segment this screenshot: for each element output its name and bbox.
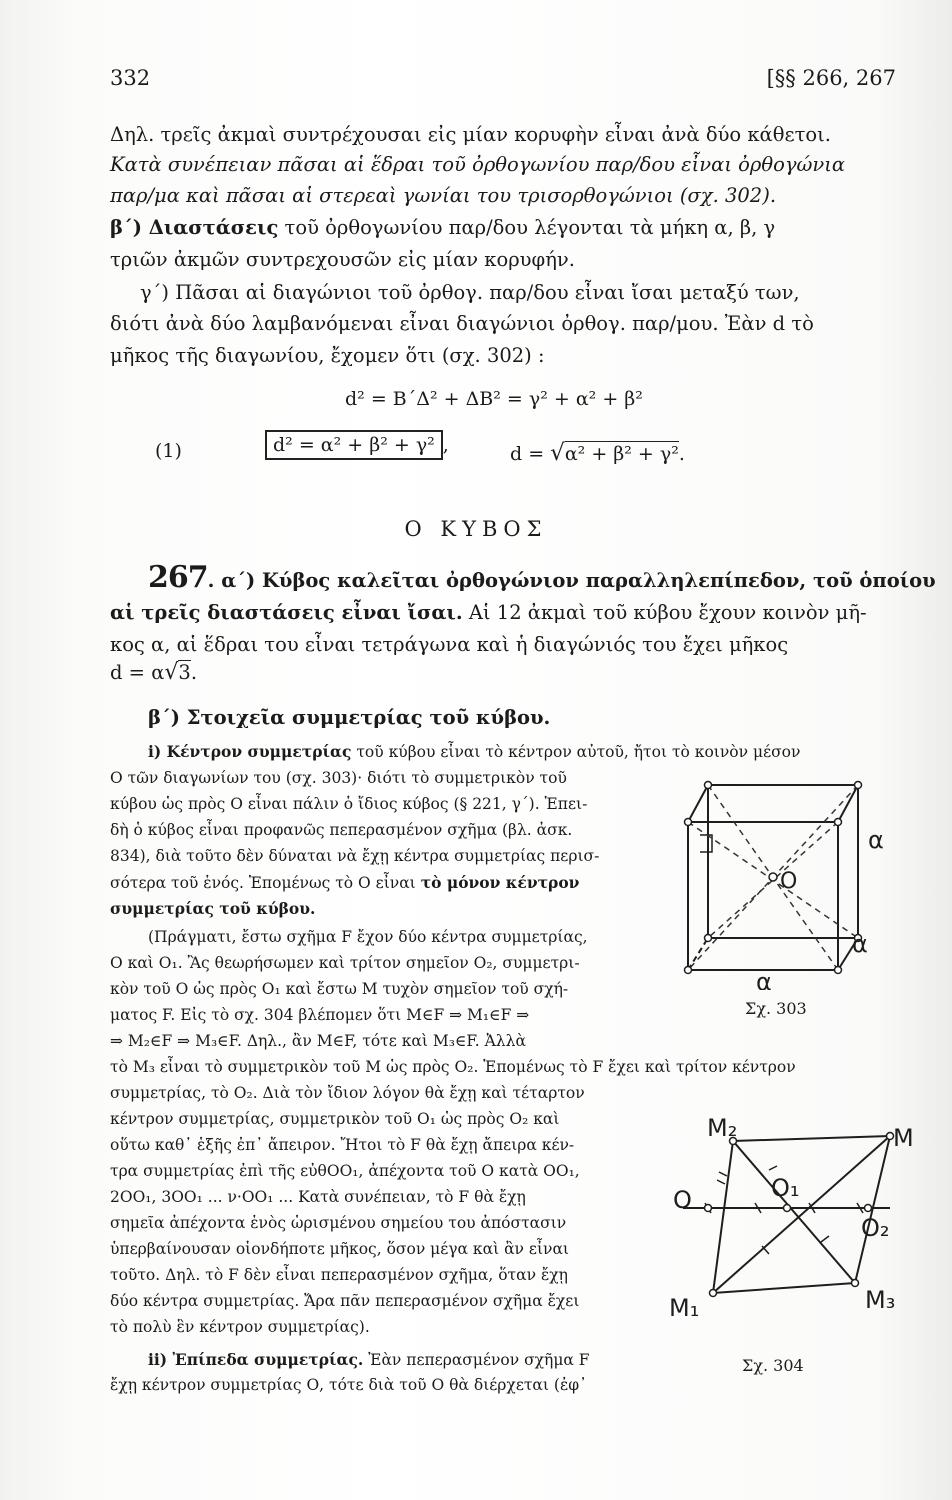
point-M3 bbox=[852, 1280, 859, 1287]
bold-span: αἱ τρεῖς διαστάσεις εἶναι ἴσαι. bbox=[110, 601, 463, 624]
label-O: O bbox=[673, 1186, 692, 1214]
vertex-point bbox=[685, 819, 692, 826]
point-O bbox=[705, 1205, 712, 1212]
tick-mark bbox=[717, 1180, 725, 1184]
page-number: 332 bbox=[110, 66, 151, 90]
text-line: Ο καὶ Ο₁. Ἂς θεωρήσωμεν καὶ τρίτον σημεῖον Ο₂, συμμετρι- bbox=[110, 954, 580, 972]
figure-304-caption: Σχ. 304 bbox=[742, 1356, 804, 1375]
formula-diagonal: d² = Β΄Δ² + ΔΒ² = γ² + α² + β² bbox=[345, 388, 643, 410]
text-line bbox=[110, 218, 775, 238]
text-line: ἔχῃ κέντρον συμμετρίας Ο, τότε διὰ τοῦ Ο θὰ διέρχεται (ἐφ᾿ bbox=[110, 1376, 587, 1394]
text-line: σημεῖα ἀπέχοντα ἑνὸς ὡρισμένου σημείου του ἀπόστασιν bbox=[110, 1214, 567, 1232]
label-O2: O₂ bbox=[861, 1214, 890, 1242]
bold-span: τὸ μόνον κέντρον bbox=[420, 873, 580, 892]
text-line: διότι ἀνὰ δύο λαμβανόμεναι εἶναι διαγώνιοι ὀρθογ. παρ/μου. Ἐὰν d τὸ bbox=[110, 312, 814, 335]
text-span: σότερα τοῦ ἑνός. Ἑπομένως τὸ Ο εἶναι bbox=[110, 874, 421, 892]
text-line: συμμετρίας, τὸ Ο₂. Διὰ τὸν ἴδιον λόγον θὰ ἔχῃ καὶ τέταρτον bbox=[110, 1084, 585, 1102]
tick-mark bbox=[719, 1172, 727, 1176]
text-line: δὴ ὁ κύβος εἶναι προφανῶς πεπερασμένον σχῆμα (βλ. ἀσκ. bbox=[110, 821, 573, 839]
vertex-point bbox=[685, 967, 692, 974]
text-line: συμμετρίας τοῦ κύβου. bbox=[110, 899, 316, 918]
text-span: . bbox=[190, 661, 198, 684]
label-M3: M₃ bbox=[865, 1286, 896, 1314]
label-M1: M₁ bbox=[669, 1294, 700, 1322]
formula-period: . bbox=[678, 443, 685, 465]
label-M: M bbox=[893, 1124, 914, 1152]
segment-M2-M1 bbox=[713, 1141, 733, 1293]
text-line: τριῶν ἀκμῶν συντρεχουσῶν εἰς μίαν κορυφήν. bbox=[110, 248, 575, 271]
text-line: 834), διὰ τοῦτο δὲν δύναται νὰ ἔχῃ κέντρα συμμετρίας περισ- bbox=[110, 847, 600, 865]
formula-lhs: d = bbox=[510, 443, 551, 465]
point-O2 bbox=[865, 1205, 872, 1212]
paragraph-267-line1 bbox=[148, 560, 936, 595]
subheading: β΄) Διαστάσεις bbox=[110, 216, 279, 239]
bold-span: ii) Ἐπίπεδα συμμετρίας. bbox=[148, 1350, 364, 1369]
equation-label: (1) bbox=[155, 440, 182, 462]
cube-front-face bbox=[688, 822, 838, 970]
label-O1: O₁ bbox=[771, 1174, 800, 1202]
text-line: μῆκος τῆς διαγωνίου, ἔχομεν ὅτι (σχ. 302) : bbox=[110, 344, 545, 367]
tick-mark bbox=[821, 1236, 829, 1242]
segment-M2-M3 bbox=[733, 1141, 855, 1283]
text-line: κύβου ὡς πρὸς Ο εἶναι πάλιν ὁ ἴδιος κύβος (§ 221, γ΄). Ἐπει- bbox=[110, 795, 588, 813]
text-line: τρα συμμετρίας ἐπὶ τῆς εὐθΟΟ₁, ἀπέχοντα τοῦ Ο κατὰ ΟΟ₁, bbox=[110, 1162, 580, 1180]
paragraph-number: 267 bbox=[148, 560, 208, 595]
text-line: τὸ πολὺ ἓν κέντρον συμμετρίας). bbox=[110, 1318, 370, 1336]
tick-mark bbox=[769, 1166, 777, 1170]
text-line: Ο τῶν διαγωνίων του (σχ. 303)· διότι τὸ συμμετρικὸν τοῦ bbox=[110, 769, 567, 787]
text-span: d = α bbox=[110, 661, 165, 684]
figure-303-cube bbox=[680, 760, 900, 990]
text-line: 2ΟΟ₁, 3ΟΟ₁ ... ν·ΟΟ₁ ... Κατὰ συνέπειαν, τὸ F θὰ ἔχῃ bbox=[110, 1188, 526, 1206]
text-span: τοῦ κύβου εἶναι τὸ κέντρον αὐτοῦ, ἤτοι τὸ κοινὸν μέσον bbox=[351, 743, 801, 761]
vertex-point bbox=[855, 782, 862, 789]
text-line: κέντρον συμμετρίας, συμμετρικὸν τοῦ Ο₁ ὡς πρὸς Ο₂ καὶ bbox=[110, 1110, 560, 1128]
edge-label: α bbox=[868, 826, 884, 854]
text-line bbox=[110, 662, 197, 684]
boxed-formula bbox=[265, 434, 449, 456]
text-line: Δηλ. τρεῖς ἀκμαὶ συντρέχουσαι εἰς μίαν κορυφὴν εἶναι ἀνὰ δύο κάθετοι. bbox=[110, 123, 831, 146]
page-header bbox=[110, 66, 896, 96]
text-line: ὑπερβαίνουσαν οἱονδήποτε μῆκος, ὅσον μέγα καὶ ἂν εἶναι bbox=[110, 1240, 569, 1258]
radicand: 3 bbox=[178, 661, 191, 684]
segment-M1-M3 bbox=[713, 1283, 855, 1293]
center-label: Ο bbox=[780, 869, 798, 894]
vertex-point bbox=[835, 967, 842, 974]
text-line: οὕτω καθ᾿ ἑξῆς ἐπ᾿ ἄπειρον. Ἤτοι τὸ F θὰ ἔχῃ ἄπειρα κέν- bbox=[110, 1136, 575, 1154]
edge-label: α bbox=[756, 968, 772, 990]
radical-sign: √ bbox=[164, 660, 179, 685]
cube-edge bbox=[688, 785, 708, 822]
text-line: γ΄) Πᾶσαι αἱ διαγώνιοι τοῦ ὀρθογ. παρ/δου εἶναι ἴσαι μεταξύ των, bbox=[140, 281, 800, 304]
figure-304-symmetry bbox=[665, 1108, 925, 1323]
cube-edge bbox=[688, 938, 708, 970]
point-M1 bbox=[710, 1290, 717, 1297]
text-line: ⇒ Μ₂∈F ⇒ Μ₃∈F. Δηλ., ἂν Μ∈F, τότε καὶ Μ₃∈F. Ἀλλὰ bbox=[110, 1032, 526, 1050]
text-line: τοῦτο. Δηλ. τὸ F δὲν εἶναι πεπερασμένον σχῆμα, ὅταν ἔχῃ bbox=[110, 1266, 568, 1284]
text-span: Ἐὰν πεπερασμένον σχῆμα F bbox=[363, 1351, 590, 1369]
text-span: τοῦ ὀρθογωνίου παρ/δου λέγονται τὰ μήκη α, β, γ bbox=[278, 216, 776, 239]
text-line: κὸν τοῦ Ο ὡς πρὸς Ο₁ καὶ ἔστω Μ τυχὸν σημεῖον τοῦ σχή- bbox=[110, 980, 569, 998]
text-line: Κατὰ συνέπειαν πᾶσαι αἱ ἕδραι τοῦ ὀρθογωνίου παρ/δου εἶναι ὀρθογώνια bbox=[110, 153, 846, 176]
segment-M2-M bbox=[733, 1136, 890, 1141]
text-line bbox=[148, 744, 800, 761]
text-line bbox=[110, 603, 867, 623]
radicand: α² + β² + γ² bbox=[564, 443, 679, 465]
radical-sign: √ bbox=[550, 440, 565, 466]
text-line: τὸ Μ₃ εἶναι τὸ συμμετρικὸν τοῦ Μ ὡς πρὸς Ο₂. Ἑπομένως τὸ F ἔχει καὶ τρίτον κέντρον bbox=[110, 1058, 796, 1076]
bold-span: i) Κέντρον συμμετρίας bbox=[148, 742, 352, 761]
text-line: κος α, αἱ ἕδραι του εἶναι τετράγωνα καὶ ἡ διαγώνιός του ἔχει μῆκος bbox=[110, 633, 789, 656]
text-line bbox=[110, 875, 579, 892]
text-line: δύο κέντρα συμμετρίας. Ἄρα πᾶν πεπερασμένον σχῆμα ἔχει bbox=[110, 1292, 580, 1310]
center-point bbox=[769, 873, 777, 881]
boxed-expression: d² = α² + β² + γ² bbox=[265, 430, 443, 460]
text-line: παρ/μα καὶ πᾶσαι αἱ στερεαὶ γωνίαι του τρισορθογώνιοι (σχ. 302). bbox=[110, 184, 777, 207]
text-line bbox=[148, 1352, 590, 1369]
subheading-symmetry: β΄) Στοιχεῖα συμμετρίας τοῦ κύβου. bbox=[148, 706, 551, 729]
section-title: Ο ΚΥΒΟΣ bbox=[404, 517, 548, 541]
vertex-point bbox=[835, 819, 842, 826]
cube-back-face bbox=[708, 785, 858, 938]
figure-303-caption: Σχ. 303 bbox=[745, 999, 807, 1018]
text-line: ματος F. Εἰς τὸ σχ. 304 βλέπομεν ὅτι Μ∈F ⇒ Μ₁∈F ⇒ bbox=[110, 1006, 530, 1024]
text-span: Αἱ 12 ἀκμαὶ τοῦ κύβου ἔχουν κοινὸν μῆ- bbox=[462, 601, 867, 624]
formula-diagonal-root bbox=[510, 440, 685, 466]
formula-comma: , bbox=[442, 434, 449, 456]
point-O1 bbox=[784, 1205, 791, 1212]
vertex-point bbox=[705, 782, 712, 789]
text-span: . α΄) Κύβος καλεῖται ὀρθογώνιον παραλληλεπίπεδον, τοῦ ὁποίου bbox=[207, 569, 936, 592]
vertex-point bbox=[705, 935, 712, 942]
label-M2: M₂ bbox=[707, 1114, 738, 1142]
section-reference: [§§ 266, 267 bbox=[766, 66, 896, 90]
edge-label: α bbox=[852, 930, 868, 958]
text-line: (Πράγματι, ἔστω σχῆμα F ἔχον δύο κέντρα συμμετρίας, bbox=[148, 928, 588, 946]
